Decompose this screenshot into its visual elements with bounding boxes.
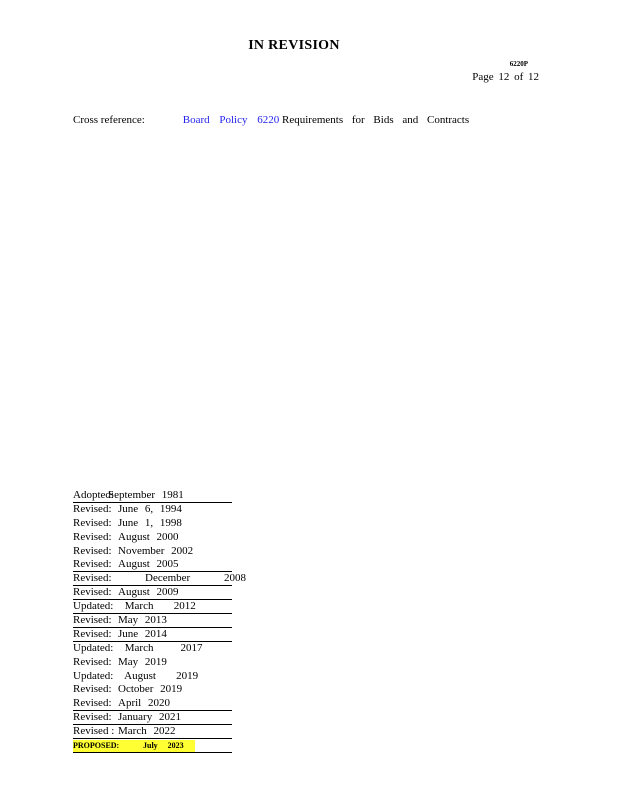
- history-label: Revised:: [73, 711, 112, 724]
- history-label: Revised:: [73, 544, 112, 557]
- history-label: Updated:: [73, 600, 114, 613]
- history-label: Revised:: [73, 655, 112, 668]
- history-date: August 2005: [118, 558, 179, 571]
- history-label: Revised :: [73, 725, 115, 738]
- history-date: May 2013: [118, 614, 167, 627]
- history-row: [73, 531, 232, 545]
- policy-code: 6220P: [509, 60, 528, 68]
- history-date: August 2009: [118, 586, 179, 599]
- history-row: [73, 572, 246, 586]
- page-number: Page 12 of 12: [472, 71, 539, 83]
- history-label: Revised:: [73, 558, 112, 571]
- revision-status-title: IN REVISION: [248, 38, 340, 53]
- history-row: [73, 697, 232, 711]
- history-row: [73, 558, 232, 572]
- history-row: [73, 503, 232, 517]
- history-date: August 2019: [118, 669, 199, 682]
- proposed-row: [73, 739, 232, 753]
- history-row: [73, 725, 232, 739]
- history-label: Revised:: [73, 614, 112, 627]
- history-label: Revised:: [73, 516, 112, 529]
- history-date: June 6, 1994: [118, 502, 182, 515]
- history-date: May 2019: [118, 655, 167, 668]
- history-label: Revised:: [73, 627, 112, 640]
- history-date: October 2019: [118, 683, 183, 696]
- history-row: [73, 545, 232, 559]
- history-row: [73, 656, 232, 670]
- board-policy-link[interactable]: Board Policy 6220: [182, 114, 280, 126]
- history-date: September 1981: [108, 489, 184, 501]
- history-date: March 2017: [118, 641, 203, 654]
- history-date: January 2021: [118, 711, 181, 724]
- history-row: [73, 683, 232, 697]
- history-row: [73, 517, 232, 531]
- proposed-label: PROPOSED:: [73, 741, 120, 751]
- cross-reference: [73, 114, 469, 126]
- history-row: [73, 600, 232, 614]
- proposed-date: July 2023: [143, 741, 184, 751]
- history-row: [73, 670, 232, 684]
- history-label: Updated:: [73, 641, 114, 654]
- history-date: December 2008: [118, 572, 246, 585]
- history-label: Updated:: [73, 669, 114, 682]
- cross-reference-description: Requirements for Bids and Contracts: [282, 114, 470, 126]
- history-row: [73, 642, 232, 656]
- history-date: March 2022: [118, 725, 176, 738]
- history-date: June 1, 1998: [118, 516, 182, 529]
- history-date: August 2000: [118, 530, 179, 543]
- history-date: June 2014: [118, 627, 167, 640]
- history-date: March 2012: [118, 600, 196, 613]
- history-label: Revised:: [73, 572, 112, 585]
- history-date: April 2020: [118, 697, 170, 710]
- history-label: Revised:: [73, 502, 112, 515]
- history-label: Adopted:: [73, 489, 114, 501]
- history-row: [73, 711, 232, 725]
- history-label: Revised:: [73, 586, 112, 599]
- history-label: Revised:: [73, 683, 112, 696]
- history-row: [73, 489, 232, 503]
- revision-history: [73, 489, 246, 753]
- history-row: [73, 628, 232, 642]
- history-date: November 2002: [118, 544, 194, 557]
- history-label: Revised:: [73, 697, 112, 710]
- cross-reference-label: Cross reference:: [73, 114, 145, 126]
- history-row: [73, 586, 232, 600]
- history-row: [73, 614, 232, 628]
- proposed-highlight: [73, 740, 195, 752]
- history-label: Revised:: [73, 530, 112, 543]
